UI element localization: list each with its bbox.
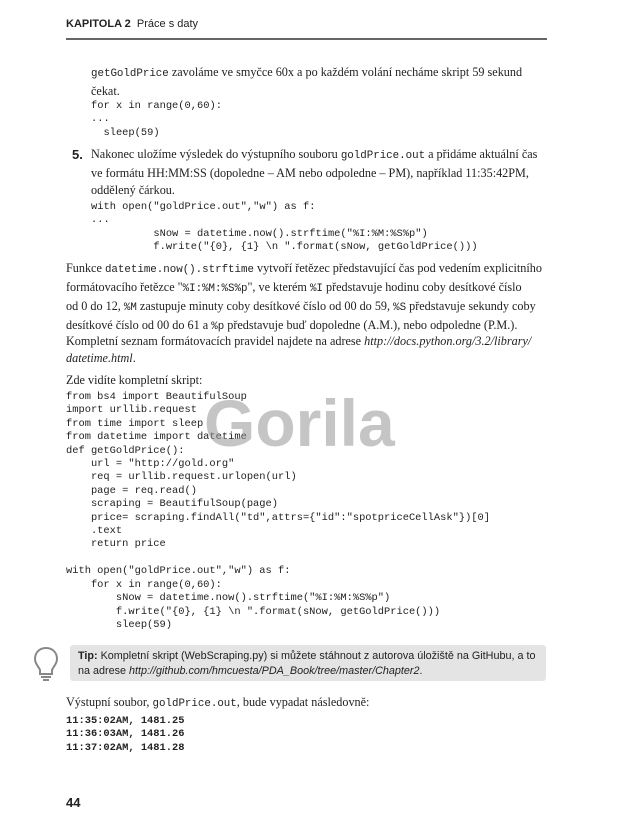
intro-paragraph	[91, 64, 551, 100]
text: , bude vypadat následovně:	[236, 695, 370, 709]
docs-link-cont[interactable]: datetime.html	[66, 351, 133, 365]
chapter-label: KAPITOLA 2	[66, 18, 131, 30]
inline-code: goldPrice.out	[340, 150, 426, 162]
text: Kompletní skript (WebScraping.py) si můžete stáhnout z autorova úložiště na GitHubu, a to	[97, 650, 536, 662]
text: vytvoří řetězec představující čas pod vedením explicitního	[253, 261, 542, 275]
step5-paragraph	[91, 146, 553, 199]
text: představuje hodinu coby desítkové číslo	[322, 280, 522, 294]
inline-code: %I	[309, 283, 323, 295]
step-number: 5.	[72, 147, 83, 162]
text: ", ve kterém	[247, 280, 310, 294]
watermark: Gorila	[204, 386, 395, 460]
text: Výstupní soubor,	[66, 695, 153, 709]
step5-text: Nakonec uložíme výsledek do výstupního souboru	[91, 147, 341, 161]
text: .	[132, 351, 136, 365]
chapter-title: Práce s daty	[136, 18, 199, 30]
text: Kompletní seznam formátovacích pravidel najdete na adrese	[66, 334, 365, 348]
code-block-loop: for x in range(0,60): ... sleep(59)	[91, 100, 222, 139]
text: formátovacího řetězce "	[66, 280, 183, 294]
text: představuje buď dopoledne (A.M.), nebo odpoledne (P.M.).	[224, 318, 518, 332]
datetime-paragraph	[66, 260, 553, 336]
text: .	[419, 665, 423, 677]
step5-text: ve formátu HH:MM:SS (dopoledne – AM nebo odpoledne – PM), například 11:35:42PM,	[91, 166, 529, 180]
github-link[interactable]: http://github.com/hmcuesta/PDA_Book/tree/master/Chapter2	[129, 665, 420, 677]
intro-text: zavoláme ve smyčce 60x a po každém volání necháme skript 59 sekund	[168, 65, 523, 79]
text: desítkové číslo od 00 do 61 a	[66, 318, 212, 332]
output-block: 11:35:02AM, 1481.25 11:36:03AM, 1481.26 11:37:02AM, 1481.28	[66, 715, 185, 754]
full-script-label: Zde vidíte kompletní skript:	[66, 373, 203, 387]
intro-text-2: čekat.	[91, 84, 120, 98]
text: představuje sekundy coby	[406, 299, 536, 313]
code-block-full-script: from bs4 import BeautifulSoup import urllib.request from time import sleep from datetime import datetime def getGoldPrice(): url = "http://gold.org" req = urllib.request.urlopen(url) page = req.read() scraping = BeautifulSoup(page) price= scraping.findAll("td",attrs={"id":"spotpriceCellAsk"})[0] .text return price with open("goldPrice.out","w") as f: for x in range(0,60): sNow = datetime.now().strftime("%I:%M:%S%p") f.write("{0}, {1} \n ".format(sNow, getGoldPrice())) sleep(59)	[66, 391, 491, 631]
inline-code: %I:%M:%S%p	[182, 283, 248, 295]
step5-text: a přidáme aktuální čas	[425, 147, 538, 161]
text: od 0 do 12,	[66, 299, 124, 313]
tip-text	[78, 649, 538, 679]
text: na adrese	[78, 665, 130, 677]
output-paragraph	[66, 694, 553, 713]
tip-label: Tip:	[78, 650, 98, 662]
lightbulb-icon	[33, 646, 59, 682]
inline-code: %M	[123, 302, 137, 314]
link-paragraph	[66, 333, 553, 367]
code-block-write: with open("goldPrice.out","w") as f: ... sNow = datetime.now().strftime("%I:%M:%S%p") f.write("{0}, {1} \n ".format(sNow, getGoldPrice()))	[91, 201, 478, 254]
running-header	[66, 18, 198, 30]
inline-code: getGoldPrice	[91, 68, 169, 80]
inline-code: %p	[211, 321, 225, 333]
text: Funkce	[66, 261, 105, 275]
page-number: 44	[66, 795, 81, 810]
text: zastupuje minuty coby desítkové číslo od 00 do 59,	[136, 299, 394, 313]
docs-link[interactable]: http://docs.python.org/3.2/library/	[364, 334, 532, 348]
inline-code: datetime.now().strftime	[104, 264, 254, 276]
inline-code: goldPrice.out	[152, 698, 237, 710]
inline-code: %S	[393, 302, 407, 314]
header-rule	[66, 38, 547, 40]
step5-text: oddělený čárkou.	[91, 183, 175, 197]
